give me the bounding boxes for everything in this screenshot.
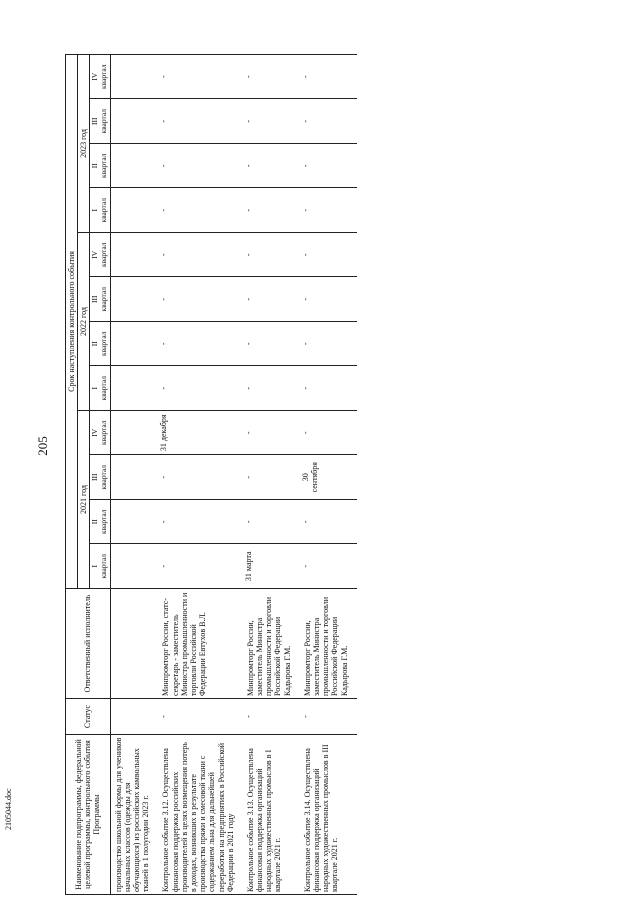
deadline-cell: - xyxy=(243,277,300,322)
deadline-cell: - xyxy=(158,544,243,589)
control-events-table xyxy=(65,54,357,895)
quarter-word: квартал xyxy=(99,553,108,579)
executor-cell xyxy=(110,589,158,699)
deadline-cell: - xyxy=(158,322,243,367)
quarter-number: IV xyxy=(90,428,100,437)
event-name-cell: производство школьной формы для учеников начальных классов (одежды для обучающихся) из российских камвольных тканей в 1 полугодии 2023 г. xyxy=(110,735,158,895)
deadline-cell xyxy=(110,322,158,367)
quarter-number: IV xyxy=(90,72,100,81)
deadline-cell: - xyxy=(300,411,357,456)
quarter-header-cell xyxy=(90,544,110,589)
table-row xyxy=(300,54,357,894)
deadline-cell xyxy=(110,99,158,144)
deadline-cell: - xyxy=(158,366,243,411)
quarter-header-cell xyxy=(90,233,110,278)
table-body xyxy=(110,54,357,894)
schedule-table-rotated xyxy=(65,55,625,895)
quarter-word: квартал xyxy=(99,375,108,401)
page-number: 205 xyxy=(35,436,50,456)
deadline-cell: - xyxy=(243,455,300,500)
deadline-cell: - xyxy=(243,99,300,144)
deadline-cell: - xyxy=(300,188,357,233)
executor-cell: Минпромторг России, заместитель Министра промышленности и торговли Российской Федерации Кадырова Г.М. xyxy=(243,589,300,699)
deadline-cell: - xyxy=(300,544,357,589)
quarter-number: II xyxy=(90,163,100,169)
deadline-cell xyxy=(110,366,158,411)
quarter-header-cell xyxy=(90,366,110,411)
deadline-cell: 30 сентября xyxy=(300,455,357,500)
deadline-cell: - xyxy=(243,500,300,545)
quarter-word: квартал xyxy=(99,108,108,134)
status-cell xyxy=(110,699,158,735)
deadline-cell: - xyxy=(300,277,357,322)
header-executor: Ответственный исполнитель xyxy=(66,589,111,699)
deadline-cell: - xyxy=(243,188,300,233)
deadline-cell: - xyxy=(243,54,300,99)
table-row xyxy=(110,54,158,894)
deadline-cell: - xyxy=(300,500,357,545)
quarter-word: квартал xyxy=(99,420,108,446)
quarter-number: I xyxy=(90,209,100,212)
deadline-cell: - xyxy=(243,411,300,456)
event-name-cell: Контрольное событие 3.12. Осуществлена финансовая поддержка российских производителей в целях возмещения потерь в доходах, возникших в результате производства пряжи и смесовой ткани с содержанием льна для дальнейшей переработки на предприятиях в Российской Федерации в 2021 году xyxy=(158,735,243,895)
document-footer-code: 2105044.doc xyxy=(4,788,13,830)
quarter-header-cell xyxy=(90,455,110,500)
deadline-cell: - xyxy=(243,366,300,411)
deadline-cell xyxy=(110,144,158,189)
quarter-word: квартал xyxy=(99,464,108,490)
quarter-number: II xyxy=(90,341,100,347)
quarter-word: квартал xyxy=(99,64,108,89)
quarter-number: I xyxy=(90,565,100,568)
deadline-cell xyxy=(110,54,158,99)
quarter-word: квартал xyxy=(99,286,108,312)
deadline-cell: - xyxy=(243,233,300,278)
quarter-number: III xyxy=(90,117,100,125)
deadline-cell: - xyxy=(300,233,357,278)
deadline-cell xyxy=(110,233,158,278)
deadline-cell xyxy=(110,188,158,233)
quarter-word: квартал xyxy=(99,242,108,268)
deadline-cell: - xyxy=(243,144,300,189)
header-year-2022: 2022 год xyxy=(78,233,90,411)
table-row xyxy=(158,54,243,894)
quarter-number: IV xyxy=(90,250,100,259)
status-cell: - xyxy=(243,699,300,735)
deadline-cell: - xyxy=(300,144,357,189)
quarter-header-cell xyxy=(90,99,110,144)
quarter-word: квартал xyxy=(99,509,108,535)
table-row xyxy=(243,54,300,894)
deadline-cell xyxy=(110,411,158,456)
deadline-cell: - xyxy=(158,54,243,99)
quarter-number: III xyxy=(90,473,100,481)
quarter-header-cell xyxy=(90,188,110,233)
quarter-word: квартал xyxy=(99,331,108,357)
deadline-cell xyxy=(110,544,158,589)
quarter-number: I xyxy=(90,387,100,390)
executor-cell: Минпромторг России, заместитель Министра промышленности и торговли Российской Федерации Кадырова Г.М. xyxy=(300,589,357,699)
deadline-cell: 31 декабря xyxy=(158,411,243,456)
quarter-header-cell xyxy=(90,500,110,545)
deadline-cell: - xyxy=(158,500,243,545)
deadline-cell: - xyxy=(158,99,243,144)
executor-cell: Минпромторг России, статс-секретарь - заместитель Министра промышленности и торговли Российской Федерации Евтухов В.Л. xyxy=(158,589,243,699)
deadline-cell: - xyxy=(300,322,357,367)
deadline-cell: - xyxy=(158,233,243,278)
deadline-cell: - xyxy=(300,99,357,144)
quarter-header-cell xyxy=(90,411,110,456)
event-name-cell: Контрольное событие 3.13. Осуществлена финансовая поддержка организаций народных художественных промыслов в I квартале 2021 г. xyxy=(243,735,300,895)
event-name-cell: Контрольное событие 3.14. Осуществлена финансовая поддержка организаций народных художественных промыслов в III квартале 2021 г. xyxy=(300,735,357,895)
quarter-header-cell xyxy=(90,277,110,322)
quarter-word: квартал xyxy=(99,153,108,179)
quarter-word: квартал xyxy=(99,197,108,223)
deadline-cell: - xyxy=(158,144,243,189)
deadline-cell: - xyxy=(300,54,357,99)
quarter-header-cell xyxy=(90,54,110,99)
header-name: Наименование подпрограммы, федеральной целевой программы, контрольного события Программы xyxy=(66,735,111,895)
deadline-cell: - xyxy=(300,366,357,411)
deadline-cell xyxy=(110,455,158,500)
header-deadline-group: Срок наступления контрольного события xyxy=(66,54,78,588)
deadline-cell: - xyxy=(158,188,243,233)
deadline-cell: - xyxy=(158,455,243,500)
quarter-number: II xyxy=(90,519,100,525)
quarter-number: III xyxy=(90,295,100,303)
header-year-2023: 2023 год xyxy=(78,54,90,232)
header-status: Статус xyxy=(66,699,111,735)
status-cell: - xyxy=(300,699,357,735)
deadline-cell xyxy=(110,277,158,322)
deadline-cell: - xyxy=(243,322,300,367)
header-year-2021: 2021 год xyxy=(78,411,90,589)
quarter-header-cell xyxy=(90,322,110,367)
deadline-cell: 31 марта xyxy=(243,544,300,589)
deadline-cell: - xyxy=(158,277,243,322)
status-cell: - xyxy=(158,699,243,735)
deadline-cell xyxy=(110,500,158,545)
quarter-header-cell xyxy=(90,144,110,189)
